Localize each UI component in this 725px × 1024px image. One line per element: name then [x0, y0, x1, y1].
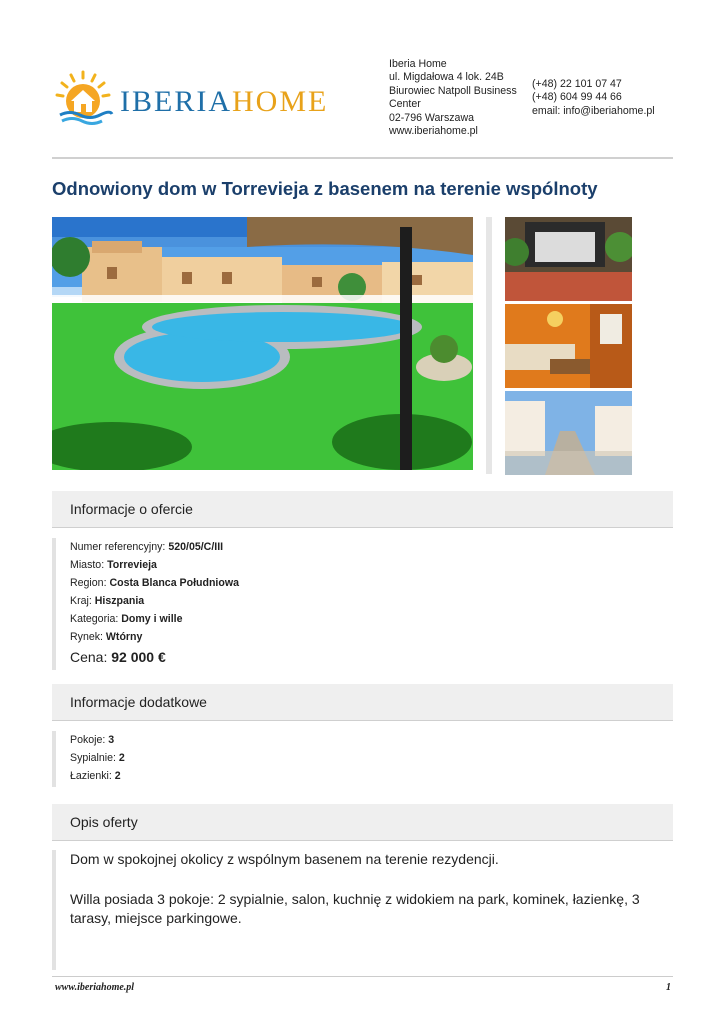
- email[interactable]: email: info@iberiahome.pl: [532, 104, 655, 117]
- description-section-heading: Opis oferty: [52, 804, 673, 841]
- offer-section-heading: Informacje o ofercie: [52, 491, 673, 528]
- company-name: Iberia Home: [389, 58, 447, 70]
- rooms-label: Pokoje:: [70, 734, 109, 746]
- phone-2[interactable]: (+48) 604 99 44 66: [532, 91, 622, 104]
- logo-part-iberia: IBERIA: [120, 85, 232, 118]
- market-label: Rynek:: [70, 631, 106, 643]
- rooms-row: [70, 731, 673, 749]
- reference-number-row: [70, 538, 673, 556]
- price-row: [70, 647, 673, 667]
- header-divider: [52, 157, 673, 159]
- market-value: Wtórny: [105, 631, 143, 643]
- company-address: [389, 58, 529, 138]
- bedrooms-value: 2: [118, 752, 125, 764]
- logo-wordmark: [120, 85, 328, 119]
- company-website[interactable]: www.iberiahome.pl: [389, 125, 478, 138]
- bathrooms-label: Łazienki:: [70, 770, 115, 782]
- country-row: [70, 592, 673, 610]
- city-row: [70, 556, 673, 574]
- extra-section-heading: Informacje dodatkowe: [52, 684, 673, 721]
- city-value: Torrevieja: [107, 559, 157, 571]
- extra-details: [52, 731, 673, 787]
- sun-house-icon: [52, 68, 114, 128]
- thumbnail-courtyard[interactable]: [505, 217, 632, 301]
- thumbnail-living-room[interactable]: [505, 304, 632, 388]
- category-row: [70, 610, 673, 628]
- description-paragraph-1: Dom w spokojnej okolicy z wspólnym basenem na terenie rezydencji.: [70, 851, 499, 867]
- region-label: Region:: [70, 577, 110, 589]
- region-value: Costa Blanca Południowa: [109, 577, 239, 589]
- bedrooms-row: [70, 749, 673, 767]
- country-value: Hiszpania: [94, 595, 145, 607]
- phone-1[interactable]: (+48) 22 101 07 47: [532, 78, 622, 90]
- company-city: 02-796 Warszawa: [389, 111, 474, 124]
- company-building-cont: Center: [389, 98, 421, 111]
- iberiahome-logo: [52, 68, 352, 128]
- city-label: Miasto:: [70, 559, 108, 571]
- company-street: ul. Migdałowa 4 lok. 24B: [389, 71, 504, 84]
- thumbnail-street[interactable]: [505, 391, 632, 475]
- reference-number-value: 520/05/C/III: [168, 541, 224, 553]
- offer-details: [52, 538, 673, 670]
- price-label: Cena:: [70, 649, 112, 665]
- category-label: Kategoria:: [70, 613, 122, 625]
- bathrooms-row: [70, 767, 673, 785]
- logo-part-home: HOME: [232, 85, 329, 118]
- footer-website[interactable]: www.iberiahome.pl: [55, 982, 135, 993]
- category-value: Domy i wille: [121, 613, 183, 625]
- contact-info: [532, 78, 682, 118]
- listing-title: Odnowiony dom w Torrevieja z basenem na terenie wspólnoty: [52, 178, 598, 199]
- main-photo-pool[interactable]: [52, 217, 473, 470]
- market-row: [70, 628, 673, 646]
- gallery-divider: [486, 217, 492, 474]
- company-building: Biurowiec Natpoll Business: [389, 84, 517, 97]
- bathrooms-value: 2: [114, 770, 121, 782]
- price-value: 92 000 €: [111, 649, 166, 665]
- footer-divider: [52, 976, 673, 977]
- description-body: [52, 850, 673, 970]
- region-row: [70, 574, 673, 592]
- bedrooms-label: Sypialnie:: [70, 752, 119, 764]
- description-paragraph-2: Willa posiada 3 pokoje: 2 sypialnie, salon, kuchnię z widokiem na park, kominek, łazienkę, 3 tarasy, miejsce parkingowe.: [70, 891, 640, 926]
- page-number: 1: [666, 982, 671, 993]
- country-label: Kraj:: [70, 595, 95, 607]
- reference-number-label: Numer referencyjny:: [70, 541, 169, 553]
- rooms-value: 3: [108, 734, 115, 746]
